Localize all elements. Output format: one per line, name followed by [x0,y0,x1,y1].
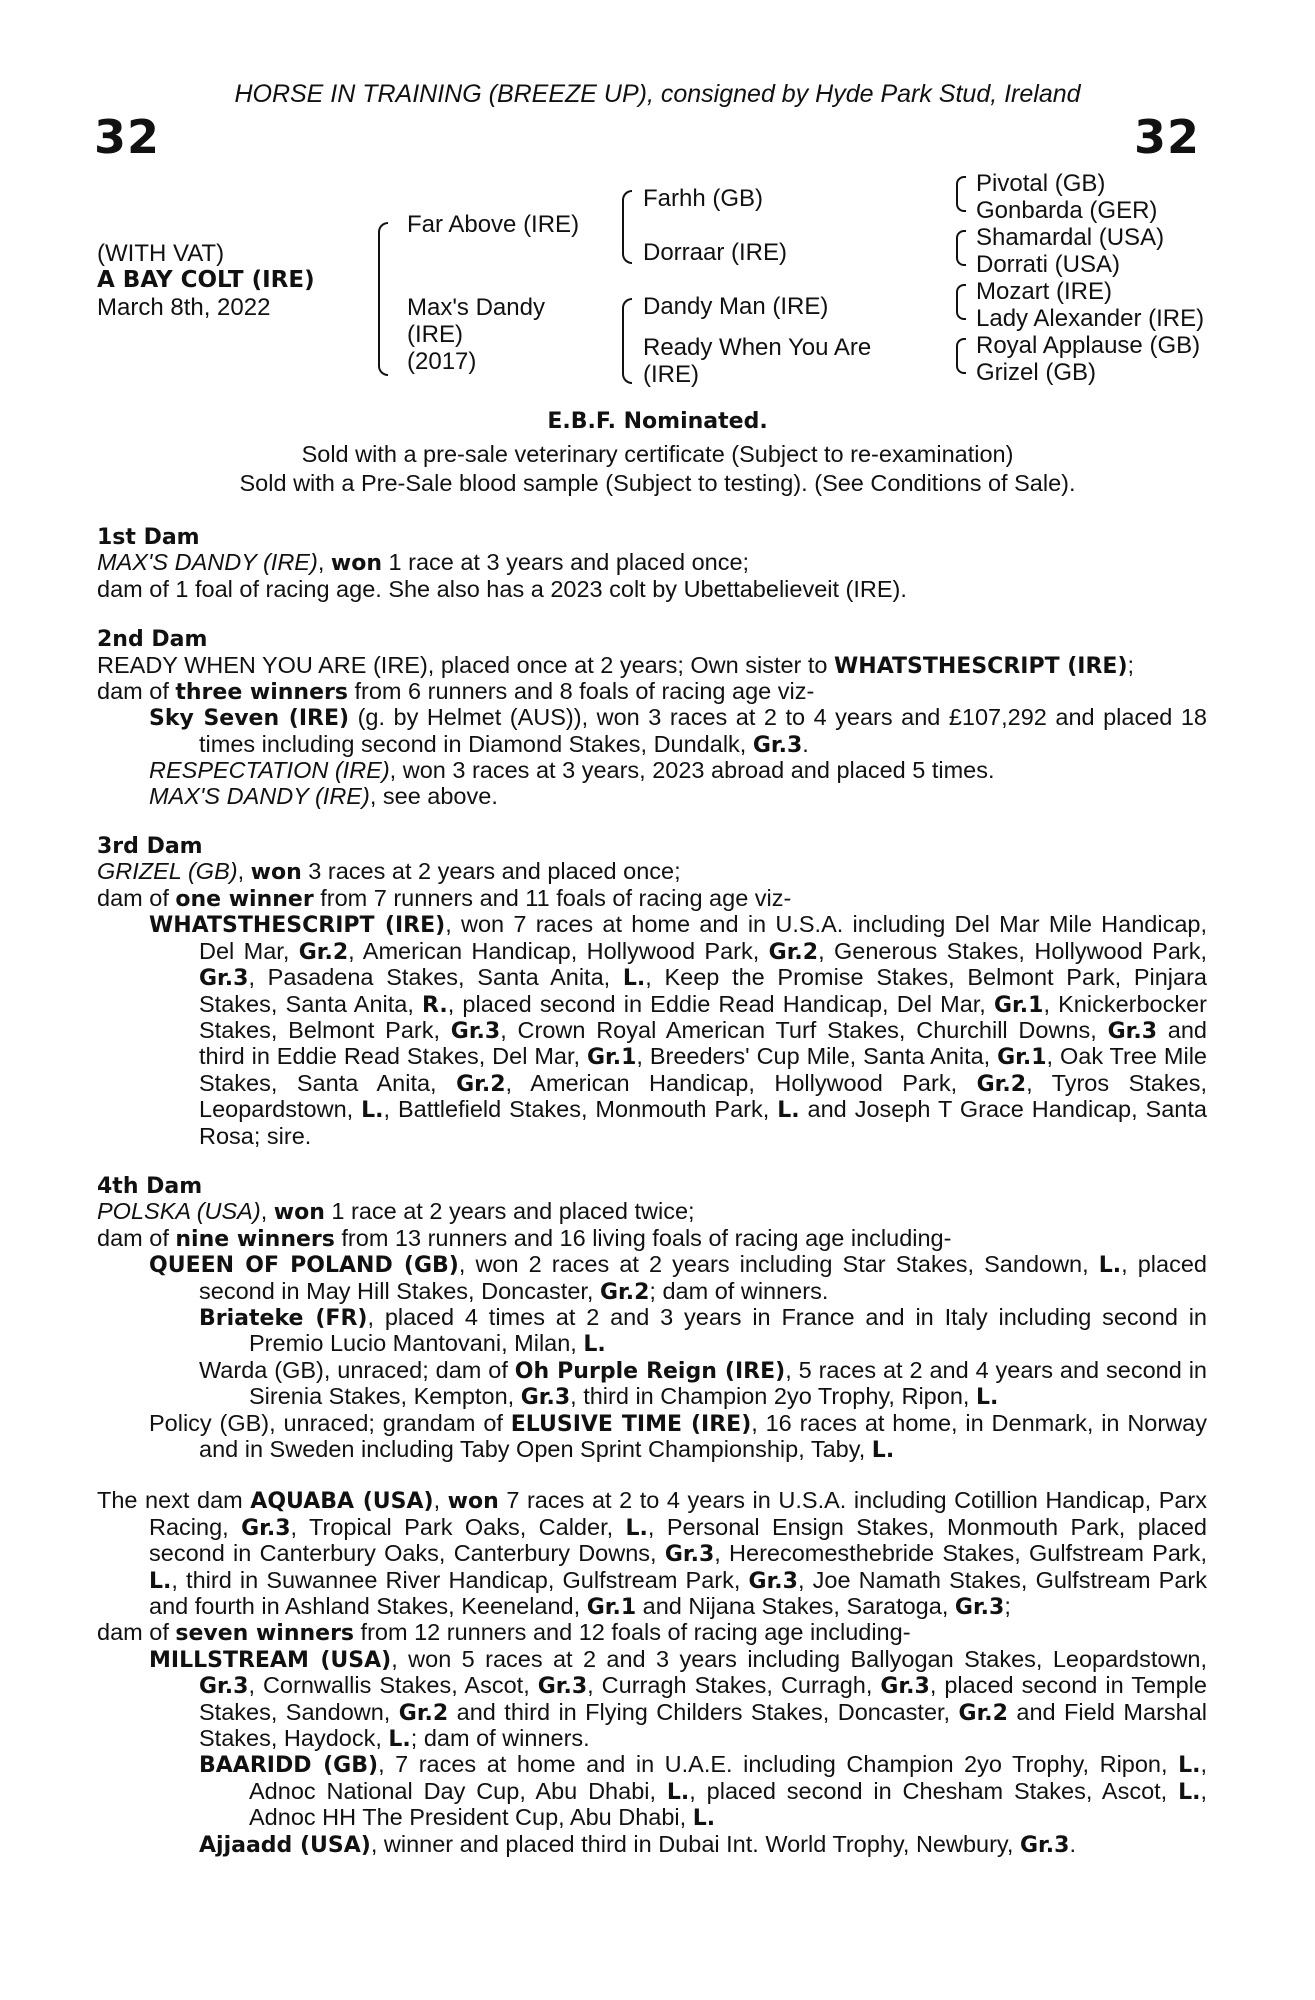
grade-badge: Gr.2 [398,1700,449,1726]
next-progeny-1 [97,1647,1207,1753]
dam1-title: 1st Dam [97,525,200,550]
pedigree-notes [97,525,1207,1858]
pedigree-dam-year: (2017) [407,348,477,375]
grade-badge: Gr.3 [199,1674,249,1700]
dam3-title: 3rd Dam [97,834,203,860]
next-progeny-1b [97,1832,1207,1858]
dam2-progeny-2 [97,758,1207,783]
text: , placed second in Chesham Stakes, Ascot, [689,1777,1179,1804]
text: and third in Flying Childers Stakes, Doncaster, [448,1698,959,1725]
grade-badge: Gr.3 [748,1568,798,1594]
pedigree-dds: Royal Applause (GB) [976,332,1201,359]
pedigree-dsd: Lady Alexander (IRE) [976,305,1205,332]
dam3-line1: GRIZEL (GB), won 3 races at 2 years and placed once; [97,858,681,886]
dam2-line2-a: dam of [97,678,176,705]
dam4-name: POLSKA (USA) [97,1198,261,1225]
text: and third in Eddie Read Stakes, Del Mar, [199,1016,1207,1070]
progeny-sky-seven-record: (g. by Helmet (AUS)), won 3 races at 2 to 4 years and £107,292 and placed 18 times including second in Diamond Stakes, Dundalk, [199,704,1207,757]
grade-badge: Gr.1 [994,992,1044,1018]
blood-note: Sold with a Pre-Sale blood sample (Subject to testing). (See Conditions of Sale). [239,470,1076,496]
next-dam-line2 [97,1620,1207,1646]
text: , Adnoc National Day Cup, Abu Dhabi, [249,1751,1207,1804]
dam2-winners: three winners [175,680,348,706]
text: , won 5 races at 2 and 3 years including Ballyogan Stakes, Leopardstown, [391,1645,1208,1672]
progeny-baaridd: BAARIDD (GB) [199,1753,379,1779]
pedigree-dd-country: (IRE) [643,361,699,388]
pedigree-sss: Pivotal (GB) [976,170,1106,197]
pedigree-brace-3d [956,338,966,374]
progeny-briateke: Briateke (FR) [199,1305,368,1331]
grade-badge: Gr.3 [880,1674,930,1700]
grade-badge: Gr.3 [520,1385,571,1411]
progeny-respectation-record: , won 3 races at 3 years, 2023 abroad and placed 5 times. [389,757,995,784]
pedigree-sire: Far Above (IRE) [407,211,580,238]
text: from 12 runners and 12 foals of racing age including- [354,1619,911,1646]
text: , Tropical Park Oaks, Calder, [290,1513,626,1540]
next-dam-line1: The next dam AQUABA (USA), won 7 races at 2 to 4 years in U.S.A. including Cotillion Handicap, Parx Racing, Gr.3, Tropical Park Oaks, Calder, L., Personal Ensign Stakes, Monmouth Park, placed second in Canterbury Oaks, Canterbury Downs, Gr.3, Herecomesthebride Stakes, Gulfstream Park, L., third in Suwannee River Handicap, Gulfstream Park, Gr.3, Joe Namath Stakes, Gulfstream Park and fourth in Ashland Stakes, Keeneland, Gr.1 and Nijana Stakes, Saratoga, Gr.3; [97,1487,1208,1621]
text: , placed second in May Hill Stakes, Doncaster, [199,1251,1207,1304]
dam4-progeny-1 [97,1252,1207,1305]
grade-badge: L. [388,1727,411,1753]
text: 7 races at 2 to 4 years in U.S.A. including Cotillion Handicap, Parx Racing, [149,1487,1208,1540]
pedigree-dam-name: Max's Dandy [407,294,545,321]
pedigree-brace-3a [956,176,966,212]
dam2-line1-text: READY WHEN YOU ARE (IRE), placed once at 2 years; Own sister to [97,651,835,678]
dam1-line2: dam of 1 foal of racing age. She also has a 2023 colt by Ubettabelieveit (IRE). [97,575,907,602]
text: , Personal Ensign Stakes, Monmouth Park, placed second in Canterbury Oaks, Canterbury Downs, [149,1513,1207,1567]
grade-badge: L. [1098,1253,1122,1279]
dam2-progeny-3 [97,784,1207,809]
text: Policy (GB), unraced; grandam of [149,1409,511,1436]
text: ; dam of winners. [649,1277,829,1304]
grade-badge: Gr.3 [1020,1832,1070,1858]
grade-badge: L. [1178,1779,1201,1805]
pedigree-brace-1 [378,222,388,376]
grade-badge: L. [666,1779,690,1805]
grade-badge: Gr.3 [199,966,249,992]
dam3-line2-c: from 7 runners and 11 foals of racing age viz- [313,884,792,911]
pedigree-brace-2b [622,298,632,384]
progeny-ajjaadd: Ajjaadd (USA) [199,1832,371,1858]
text: , Crown Royal American Turf Stakes, Churchill Downs, [500,1016,1108,1043]
grade-badge: L. [975,1385,999,1411]
next-progeny-1a [97,1752,1207,1831]
grade-badge: Gr.2 [976,1071,1027,1097]
pedigree-brace-2a [622,190,632,264]
next-dam-name: AQUABA (USA) [250,1489,434,1515]
pedigree-gen3-a [976,170,1157,224]
text: , third in Suwannee River Handicap, Gulfstream Park, [171,1566,749,1593]
pedigree-ssd: Gonbarda (GER) [976,197,1158,224]
dam4-winners: nine winners [175,1226,335,1252]
grade-badge: Gr.2 [298,939,349,965]
text: , Adnoc HH The President Cup, Abu Dhabi, [249,1777,1207,1831]
progeny-maxs-dandy-record: , see above. [369,782,498,809]
progeny-queen-of-poland: QUEEN OF POLAND (GB) [149,1253,459,1279]
text: , Pasadena Stakes, Santa Anita, [248,964,623,991]
pedigree-ds: Dandy Man (IRE) [643,293,829,320]
pedigree-gen3-c [976,278,1204,332]
text: and Field Marshal Stakes, Haydock, [199,1698,1208,1752]
grade-badge: L. [777,1098,800,1124]
dam1-line1: MAX'S DANDY (IRE), won 1 race at 3 years and placed once; [97,549,750,577]
text: , Oak Tree Mile Stakes, Santa Anita, [199,1043,1207,1096]
dam1-name: MAX'S DANDY (IRE) [97,549,318,576]
dam4-progeny-2 [97,1411,1207,1464]
dam3-winners: one winner [175,886,314,912]
progeny-sky-seven: Sky Seven (IRE) [149,706,350,732]
grade-badge: Gr.1 [586,1595,637,1621]
text: and Nijana Stakes, Saratoga, [636,1593,955,1620]
text: , 5 races at 2 and 4 years and second in Sirenia Stakes, Kempton, [249,1356,1208,1410]
dam4-won: won [273,1200,325,1226]
ebf-note: E.B.F. Nominated. [547,409,768,434]
text: , won 7 races at home and in U.S.A. including Del Mar Mile Handicap, Del Mar, [199,911,1207,964]
dam2-title: 2nd Dam [97,627,208,653]
grade-badge: Gr.2 [958,1700,1008,1726]
lot-number-right: 32 [1133,110,1200,164]
dam4-title: 4th Dam [97,1173,203,1199]
pedigree-gen3-d [976,332,1200,386]
lot-number-left: 32 [94,110,161,164]
grade-badge: Gr.1 [997,1045,1047,1071]
text: , Keep the Promise Stakes, Belmont Park, Pinjara Stakes, Santa Anita, [199,964,1207,1017]
dam1-record: 1 race at 3 years and placed once; [381,549,750,576]
text: , won 2 races at 2 years including Star Stakes, Sandown, [458,1251,1099,1278]
grade-badge: Gr.3 [241,1515,291,1541]
dam2-progeny-1 [97,705,1207,758]
page-header: HORSE IN TRAINING (BREEZE UP), consigned by Hyde Park Stud, Ireland [234,80,1081,108]
text: , placed second in Temple Stakes, Sandown, [199,1672,1207,1725]
pedigree-brace-3c [956,284,966,320]
dam4-line2-a: dam of [97,1224,176,1251]
foaling-date: March 8th, 2022 [97,294,271,321]
text: , American Handicap, Hollywood Park, [505,1069,977,1096]
dam1-won: won [330,551,382,577]
grade-badge: Gr.2 [768,939,819,965]
pedigree-ss: Farhh (GB) [643,185,764,212]
grade-badge: Gr.3 [664,1542,715,1568]
grade-badge: L. [871,1438,895,1463]
grade-badge: L. [625,1515,648,1541]
text: , Breeders' Cup Mile, Santa Anita, [636,1043,998,1070]
pedigree-dam [407,294,545,375]
grade-badge: Gr.3 [537,1674,588,1700]
grade-badge: Gr.3 [450,1018,501,1044]
text: and Joseph T Grace Handicap, Santa Rosa; sire. [199,1096,1207,1149]
vet-note: Sold with a pre-sale veterinary certificate (Subject to re-examination) [301,441,1014,467]
subject-name: A BAY COLT (IRE) [97,267,315,293]
text: , placed second in Eddie Read Handicap, Del Mar, [447,990,994,1017]
pedigree-sds: Shamardal (USA) [976,224,1165,251]
grade-badge: L. [1178,1753,1201,1779]
text: , placed 4 times at 2 and 3 years in France and in Italy including second in Premio Lucio Mantovani, Milan, [249,1303,1208,1357]
dam4-record: 1 race at 2 years and placed twice; [324,1198,695,1225]
pedigree-dss: Mozart (IRE) [976,278,1113,305]
grade-badge: Gr.3 [954,1595,1005,1621]
text: dam of [97,1619,176,1646]
text: . [1069,1830,1076,1857]
text: , American Handicap, Hollywood Park, [348,937,769,964]
text: , Battlefield Stakes, Monmouth Park, [383,1096,778,1123]
pedigree-gen3-b [976,224,1164,278]
pedigree-sd: Dorraar (IRE) [643,239,788,266]
dam4-progeny-1b [97,1358,1207,1411]
dam2-sibling: WHATSTHESCRIPT (IRE) [834,653,1128,679]
text: The next dam [97,1487,251,1514]
grade-badge: Gr.1 [586,1045,637,1071]
progeny-whatsthescript: WHATSTHESCRIPT (IRE) [149,913,446,939]
progeny-respectation: RESPECTATION (IRE) [149,757,390,784]
text: ; [1004,1593,1011,1620]
next-dam-won: won [447,1489,499,1515]
progeny-millstream: MILLSTREAM (USA) [149,1647,392,1673]
dam4-line2-c: from 13 runners and 16 living foals of racing age including- [334,1224,952,1251]
dam4-progeny-1a [97,1305,1207,1358]
pedigree-brace-3b [956,230,966,266]
text: ; dam of winners. [410,1725,590,1752]
grade-badge: Gr.2 [599,1279,650,1305]
dam4-line1: POLSKA (USA), won 1 race at 2 years and placed twice; [97,1198,695,1226]
dam3-line2-a: dam of [97,884,176,911]
dam3-line2 [97,886,1207,912]
dam2-line2-c: from 6 runners and 8 foals of racing age viz- [347,678,815,705]
text: , Cornwallis Stakes, Ascot, [248,1672,538,1699]
punct: . [802,730,809,757]
text: , Generous Stakes, Hollywood Park, [818,937,1207,964]
pedigree-dd-name: Ready When You Are [643,334,872,361]
text: , Knickerbocker Stakes, Belmont Park, [199,990,1208,1043]
subject-block [97,240,315,321]
progeny-elusive-time: ELUSIVE TIME (IRE) [510,1411,752,1437]
pedigree-sdd: Dorrati (USA) [976,251,1121,278]
progeny-oh-purple-reign: Oh Purple Reign (IRE) [514,1358,786,1384]
dam3-progeny-1 [97,912,1207,1149]
text: , Joe Namath Stakes, Gulfstream Park and fourth in Ashland Stakes, Keeneland, [149,1566,1207,1620]
dam4-line2 [97,1226,1207,1252]
text: , winner and placed third in Dubai Int. World Trophy, Newbury, [370,1830,1020,1857]
grade-badge: L. [622,966,646,992]
grade-badge: L. [583,1332,606,1358]
text: , third in Champion 2yo Trophy, Ripon, [570,1383,976,1410]
vat-label: (WITH VAT) [97,240,225,267]
dam2-line1 [97,653,1207,679]
dam3-won: won [250,860,302,886]
text: , 7 races at home and in U.A.E. including Champion 2yo Trophy, Ripon, [378,1751,1179,1778]
dam3-record: 3 races at 2 years and placed once; [301,858,681,885]
grade-badge: Gr.3 [752,732,803,758]
text: Warda (GB), unraced; dam of [199,1356,515,1383]
dam2-line1-end: ; [1127,651,1135,678]
dam3-name: GRIZEL (GB) [97,858,238,885]
grade-badge: R. [422,992,448,1018]
text: , Curragh Stakes, Curragh, [587,1672,881,1699]
grade-badge: Gr.3 [1107,1018,1157,1044]
next-dam-winners: seven winners [175,1621,355,1647]
grade-badge: L. [149,1568,172,1594]
pedigree-dam-country: (IRE) [407,321,463,348]
dam2-line2 [97,679,1207,705]
pedigree-ddd: Grizel (GB) [976,359,1096,386]
text: , Tyros Stakes, Leopardstown, [199,1069,1207,1123]
text: , 16 races at home, in Denmark, in Norway and in Sweden including Taby Open Sprint Championship, Taby, [199,1409,1207,1462]
pedigree-dd [643,334,871,388]
progeny-maxs-dandy: MAX'S DANDY (IRE) [149,782,370,809]
grade-badge: L. [692,1806,716,1832]
grade-badge: L. [361,1098,384,1124]
grade-badge: Gr.2 [456,1071,506,1097]
text: , Herecomesthebride Stakes, Gulfstream Park, [714,1540,1207,1567]
